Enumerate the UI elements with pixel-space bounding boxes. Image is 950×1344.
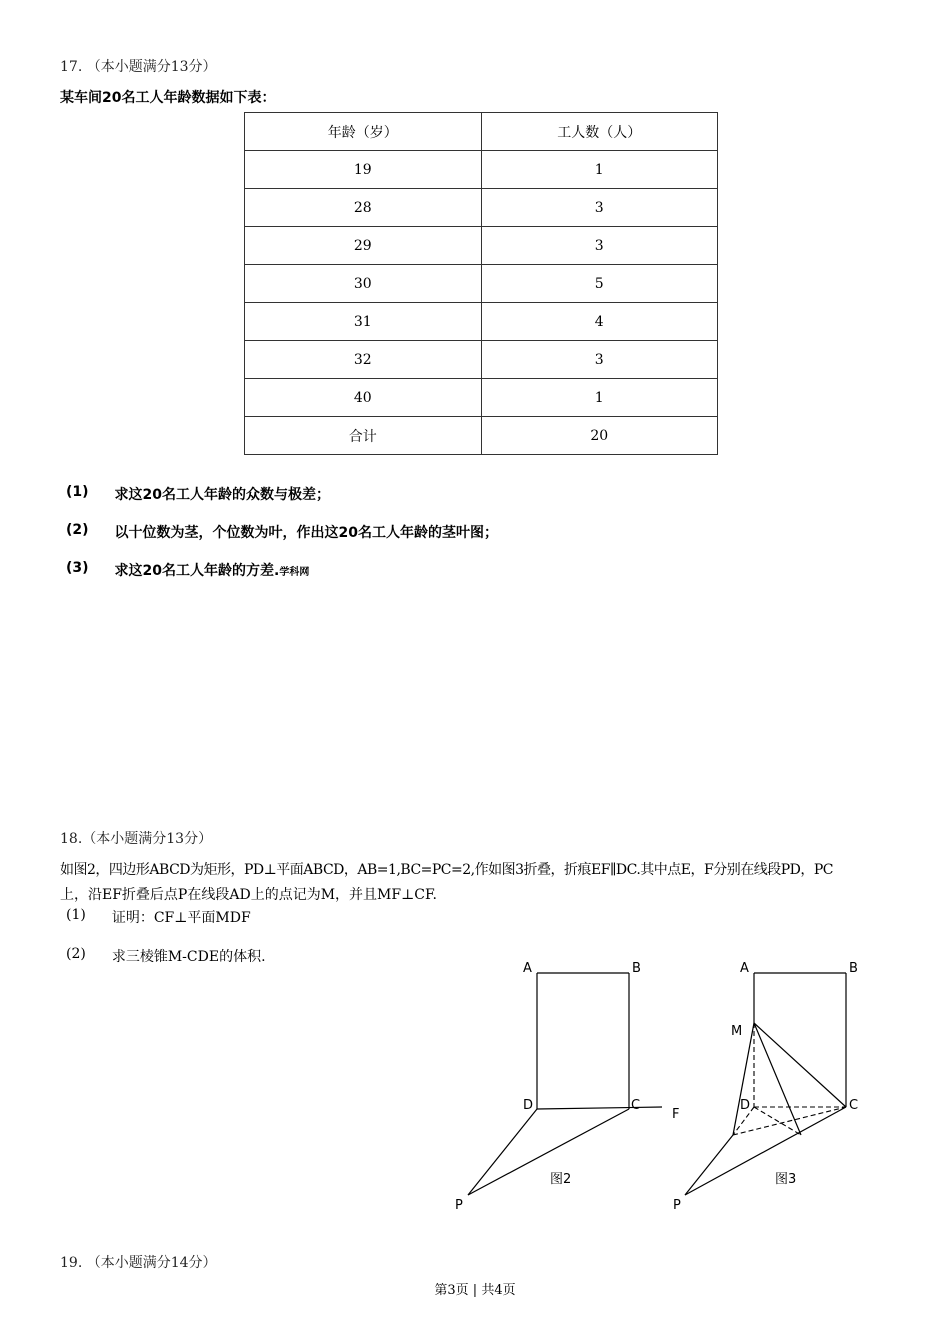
edge-me	[733, 1023, 754, 1135]
table-cell-total-value: 20	[481, 417, 718, 455]
label-m: M	[731, 1024, 743, 1039]
label-a: A	[523, 961, 532, 976]
table-row	[245, 265, 718, 303]
table-row-total	[245, 417, 718, 455]
part-number: (1)	[66, 907, 86, 923]
table-row	[245, 189, 718, 227]
table-cell-count: 4	[481, 303, 718, 341]
table-cell-age: 31	[245, 303, 482, 341]
q18-heading: 18.（本小题满分13分）	[60, 831, 213, 847]
watermark-tag: 学科网	[279, 567, 310, 578]
q17-part-1	[66, 484, 330, 504]
q19-heading: 19. （本小题满分14分）	[60, 1255, 217, 1271]
q18-part-1	[66, 907, 251, 927]
part-text-wrap	[115, 560, 310, 580]
figure-2-caption: 图2	[550, 1172, 572, 1187]
part-number: (2)	[66, 946, 86, 962]
figure-3	[665, 955, 880, 1220]
q18-part-2	[66, 946, 266, 966]
q17-part-3	[66, 560, 309, 580]
label-p: P	[673, 1198, 681, 1213]
q17-part-2	[66, 522, 498, 542]
edge-cp	[468, 1109, 629, 1195]
label-c: C	[631, 1098, 641, 1113]
table-cell-age: 32	[245, 341, 482, 379]
label-d: D	[523, 1098, 534, 1113]
table-cell-count: 1	[481, 379, 718, 417]
q18-statement-line2: 上，沿EF折叠后点P在线段AD上的点记为M，并且MF⊥CF.	[60, 887, 437, 903]
table-cell-count: 3	[481, 189, 718, 227]
table-cell-count: 3	[481, 227, 718, 265]
table-header-count: 工人数（人）	[481, 113, 718, 151]
table-row	[245, 379, 718, 417]
age-table	[244, 112, 718, 455]
label-b: B	[632, 961, 641, 976]
table-row	[245, 227, 718, 265]
figure-2	[440, 955, 690, 1220]
q17-heading: 17. （本小题满分13分）	[60, 59, 217, 75]
edge-ep	[685, 1135, 733, 1195]
table-row	[245, 341, 718, 379]
label-p: P	[455, 1198, 463, 1213]
part-text: 求这20名工人年龄的方差.	[114, 563, 280, 579]
edge-dc-extended	[537, 1107, 662, 1109]
table-cell-count: 5	[481, 265, 718, 303]
label-d: D	[740, 1098, 751, 1113]
label-c: C	[849, 1098, 859, 1113]
part-text: 求三棱锥M-CDE的体积.	[111, 949, 266, 965]
part-number: (2)	[66, 522, 89, 538]
table-cell-age: 40	[245, 379, 482, 417]
part-text: 以十位数为茎，个位数为叶，作出这20名工人年龄的茎叶图；	[114, 525, 499, 541]
table-cell-count: 1	[481, 151, 718, 189]
edge-mc	[754, 1023, 846, 1107]
label-b: B	[849, 961, 858, 976]
label-a: A	[740, 961, 749, 976]
table-cell-age: 19	[245, 151, 482, 189]
table-header-row	[245, 113, 718, 151]
part-number: (3)	[66, 560, 89, 576]
table-cell-age: 28	[245, 189, 482, 227]
label-f: F	[672, 1107, 680, 1122]
edge-df-hidden	[754, 1107, 801, 1135]
table-row	[245, 151, 718, 189]
q17-intro: 某车间20名工人年龄数据如下表：	[60, 90, 276, 106]
table-cell-age: 29	[245, 227, 482, 265]
table-cell-count: 3	[481, 341, 718, 379]
part-text: 证明：CF⊥平面MDF	[111, 910, 251, 926]
edge-dp	[468, 1109, 537, 1195]
page-footer: 第3页 | 共4页	[434, 1283, 516, 1298]
table-cell-age: 30	[245, 265, 482, 303]
table-cell-total-label: 合计	[245, 417, 482, 455]
figure-3-caption: 图3	[775, 1172, 797, 1187]
part-number: (1)	[66, 484, 89, 500]
q18-statement-line1: 如图2，四边形ABCD为矩形，PD⊥平面ABCD，AB=1,BC=PC=2,作如图3折叠，折痕EF∥DC.其中点E，F分别在线段PD，PC	[60, 862, 834, 878]
edge-mf	[754, 1023, 801, 1135]
table-row	[245, 303, 718, 341]
edge-cp	[685, 1107, 846, 1195]
table-header-age: 年龄（岁）	[245, 113, 482, 151]
part-text: 求这20名工人年龄的众数与极差；	[114, 487, 331, 503]
